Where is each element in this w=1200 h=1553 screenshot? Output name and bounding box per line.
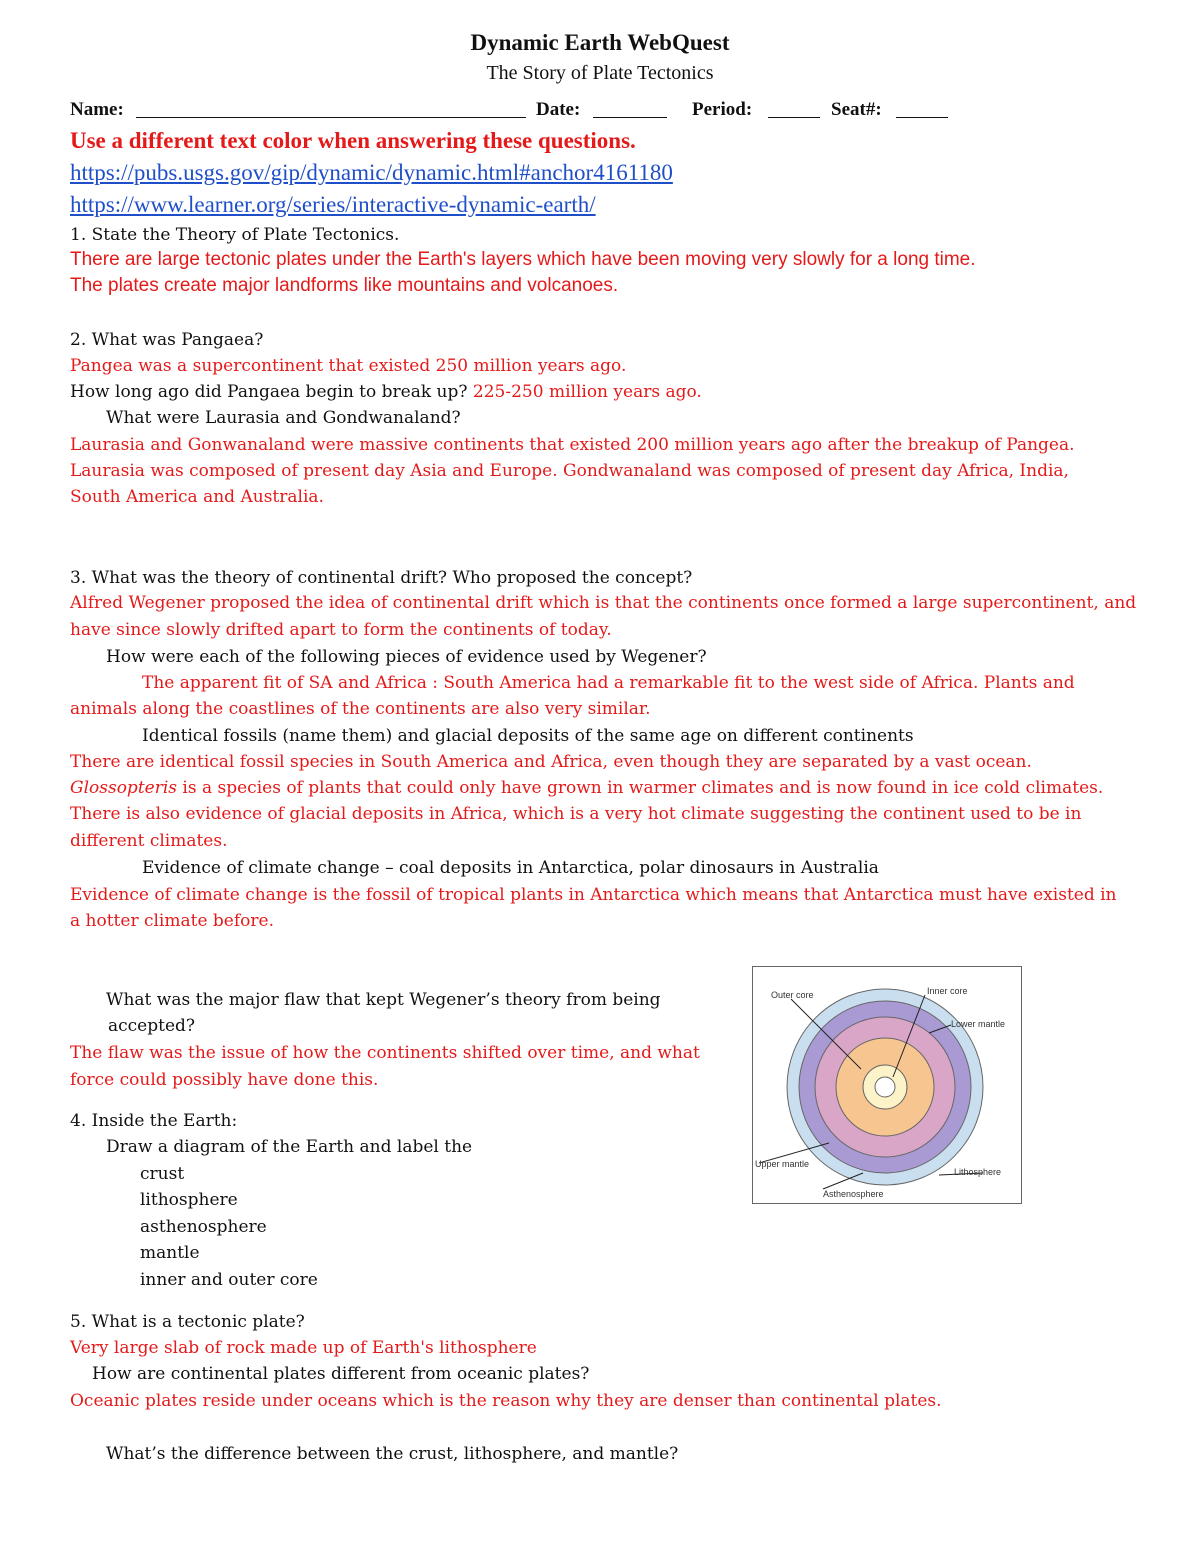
q5-question: 5. What is a tectonic plate? xyxy=(70,1312,305,1332)
q3-flaw-answer-line1: The flaw was the issue of how the continents shifted over time, and what xyxy=(70,1043,700,1063)
upper-mantle-label: Upper mantle xyxy=(755,1159,810,1169)
earth-layers-svg xyxy=(753,967,1021,1203)
q5-answer: Very large slab of rock made up of Earth's lithosphere xyxy=(70,1338,537,1358)
q3-fossils-line2: is a species of plants that could only have grown in warmer climates and is now found in ice cold climates. xyxy=(177,778,1104,798)
page-title: Dynamic Earth WebQuest xyxy=(470,30,730,55)
q2-sub2-answer-line2: Laurasia was composed of present day Asia and Europe. Gondwanaland was composed of present day Africa, India, xyxy=(70,461,1069,481)
q4-item: asthenosphere xyxy=(140,1217,267,1237)
name-label: Name: xyxy=(70,99,124,120)
q3-fossils-line3: There is also evidence of glacial deposits in Africa, which is a very hot climate suggesting the continent used to be in xyxy=(70,804,1082,824)
q2-sub1-line xyxy=(70,382,702,402)
seat-field[interactable] xyxy=(896,102,948,118)
inner-core-label: Inner core xyxy=(927,986,968,996)
outer-core-label: Outer core xyxy=(771,990,814,1000)
q3-question: 3. What was the theory of continental drift? Who proposed the concept? xyxy=(70,568,693,588)
date-label: Date: xyxy=(536,99,581,120)
q2-sub2-question: What were Laurasia and Gondwanaland? xyxy=(106,408,461,428)
q5-final-question: What’s the difference between the crust, lithosphere, and mantle? xyxy=(106,1444,679,1464)
earth-center xyxy=(875,1077,895,1097)
q2-sub1-question: How long ago did Pangaea begin to break up? xyxy=(70,382,468,402)
q2-question: 2. What was Pangaea? xyxy=(70,330,264,350)
glossopteris-term: Glossopteris xyxy=(70,778,177,798)
q3-fit-line1: The apparent fit of SA and Africa : South America had a remarkable fit to the west side of Africa. Plants and xyxy=(142,673,1075,693)
q4-instruction: Draw a diagram of the Earth and label the xyxy=(106,1137,473,1157)
page-subtitle: The Story of Plate Tectonics xyxy=(486,62,714,84)
q4-item: crust xyxy=(140,1164,185,1184)
q1-answer-line1: There are large tectonic plates under the Earth's layers which have been moving very slowly for a long time. xyxy=(70,249,976,270)
q4-item: mantle xyxy=(140,1243,200,1263)
q4-question: 4. Inside the Earth: xyxy=(70,1111,238,1131)
earth-layers-diagram xyxy=(752,966,1022,1204)
q3-fossils-question: Identical fossils (name them) and glacial deposits of the same age on different continents xyxy=(142,726,914,746)
date-field[interactable] xyxy=(593,102,667,118)
q3-fossils-line4: different climates. xyxy=(70,831,228,851)
q3-fossils-line1: There are identical fossil species in South America and Africa, even though they are separated by a vast ocean. xyxy=(70,752,1032,772)
period-field[interactable] xyxy=(768,102,820,118)
period-label: Period: xyxy=(692,99,753,120)
q2-sub2-answer-line3: South America and Australia. xyxy=(70,487,324,507)
q3-fossils-line2-wrap xyxy=(70,778,1103,798)
q3-answer-line2: have since slowly drifted apart to form the continents of today. xyxy=(70,620,612,640)
usgs-link[interactable]: https://pubs.usgs.gov/gip/dynamic/dynamic.html#anchor4161180 xyxy=(70,160,673,185)
learner-link[interactable]: https://www.learner.org/series/interactive-dynamic-earth/ xyxy=(70,192,596,217)
seat-label: Seat#: xyxy=(831,99,882,120)
q3-fit-line2: animals along the coastlines of the continents are also very similar. xyxy=(70,699,651,719)
q4-item: inner and outer core xyxy=(140,1270,318,1290)
q3-climate-line2: a hotter climate before. xyxy=(70,911,274,931)
q3-answer-line1: Alfred Wegener proposed the idea of continental drift which is that the continents once formed a large supercontinent, and xyxy=(70,593,1137,613)
q3-climate-line1: Evidence of climate change is the fossil of tropical plants in Antarctica which means that Antarctica must have existed in xyxy=(70,885,1117,905)
q4-item: lithosphere xyxy=(140,1190,238,1210)
q3-climate-question: Evidence of climate change – coal deposits in Antarctica, polar dinosaurs in Australia xyxy=(142,858,879,878)
q3-flaw-answer-line2: force could possibly have done this. xyxy=(70,1070,379,1090)
name-field[interactable] xyxy=(136,102,526,118)
q3-flaw-question-line1: What was the major flaw that kept Wegener’s theory from being xyxy=(106,990,661,1010)
q1-answer-line2: The plates create major landforms like mountains and volcanoes. xyxy=(70,275,619,296)
q5-sub-answer: Oceanic plates reside under oceans which is the reason why they are denser than continental plates. xyxy=(70,1391,942,1411)
q3-evidence-question: How were each of the following pieces of evidence used by Wegener? xyxy=(106,647,707,667)
lower-mantle-label: Lower mantle xyxy=(951,1019,1006,1029)
q2-sub2-answer-line1: Laurasia and Gonwanaland were massive continents that existed 200 million years ago after the breakup of Pangea. xyxy=(70,435,1075,455)
q5-sub-question: How are continental plates different from oceanic plates? xyxy=(92,1364,590,1384)
q3-flaw-question-line2: accepted? xyxy=(108,1016,196,1036)
q2-sub1-answer: 225-250 million years ago. xyxy=(472,382,702,402)
instruction-text: Use a different text color when answering these questions. xyxy=(70,128,636,153)
q2-answer: Pangea was a supercontinent that existed 250 million years ago. xyxy=(70,356,627,376)
lithosphere-label: Lithosphere xyxy=(954,1167,1002,1177)
asthenosphere-label: Asthenosphere xyxy=(823,1189,884,1199)
q1-question: 1. State the Theory of Plate Tectonics. xyxy=(70,225,400,245)
